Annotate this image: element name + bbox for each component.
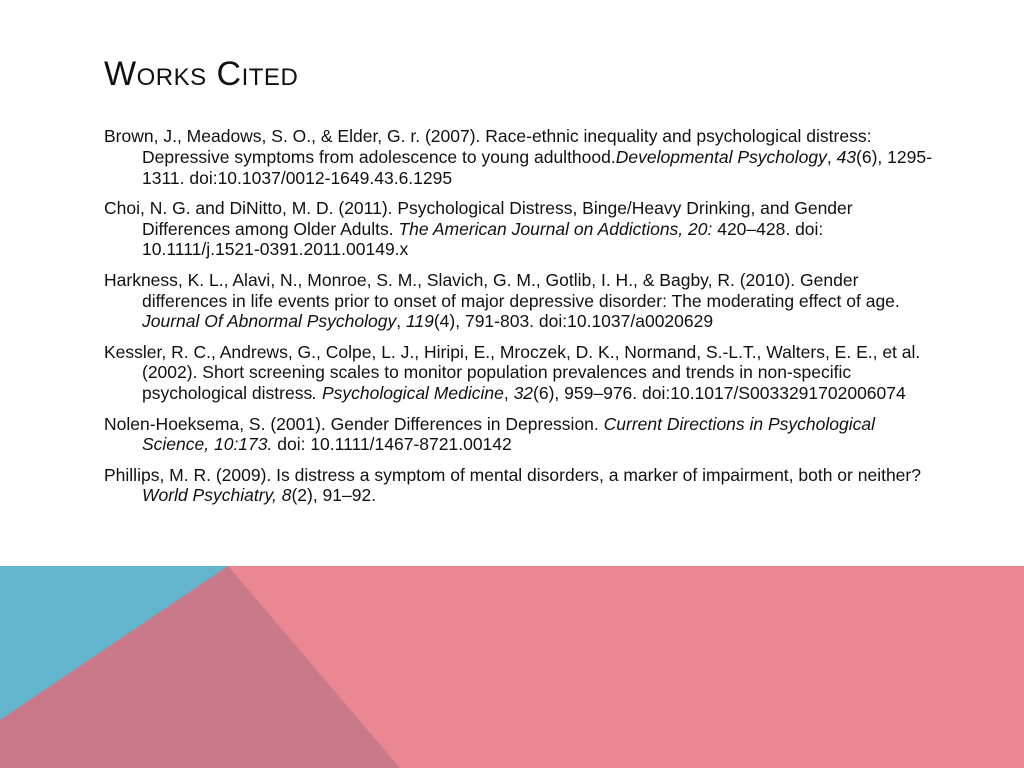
reference-text: Kessler, R. C., Andrews, G., Colpe, L. J., Hiripi, E., Mroczek, D. K., Normand, S.-L.T., Walters, E. E., et al. (2002). Short screening scales to monitor population prevalences and trends in non-specific psychological distress — [104, 341, 921, 404]
reference-text: , — [503, 383, 514, 404]
reference-item — [104, 465, 934, 507]
reference-italic-text: World Psychiatry, 8 — [142, 485, 292, 506]
reference-text: (2), 91–92. — [291, 485, 377, 506]
reference-item — [104, 126, 934, 188]
reference-italic-text: Developmental Psychology — [615, 146, 827, 167]
reference-text: , — [396, 311, 406, 332]
reference-italic-text: . Psychological Medicine — [312, 383, 504, 404]
reference-italic-text: Current Directions in Psychological Science, 10:173. — [142, 413, 876, 455]
decorative-band — [0, 566, 1024, 768]
slide-title: Works Cited — [104, 55, 299, 93]
reference-text: 420–428. doi: 10.1111/j.1521-0391.2011.00149.x — [142, 218, 824, 260]
reference-text: (6), 1295-1311. doi:10.1037/0012-1649.43.6.1295 — [142, 146, 932, 188]
reference-text: Nolen-Hoeksema, S. (2001). Gender Differences in Depression. — [104, 413, 604, 434]
reference-italic-text: 32 — [513, 383, 534, 404]
reference-italic-text: 119 — [405, 311, 434, 332]
reference-text: Brown, J., Meadows, S. O., & Elder, G. r. (2007). Race-ethnic inequality and psychological distress: Depressive symptoms from adolescence to young adulthood. — [104, 126, 872, 167]
reference-italic-text: The American Journal on Addictions, 20: — [398, 218, 713, 239]
reference-item — [104, 270, 934, 332]
reference-item — [104, 342, 934, 404]
reference-item — [104, 198, 934, 260]
reference-text: , — [826, 146, 837, 167]
reference-italic-text: 43 — [836, 146, 857, 167]
reference-text: doi: 10.1111/1467-8721.00142 — [272, 434, 512, 455]
reference-italic-text: Journal Of Abnormal Psychology — [142, 311, 397, 332]
reference-item — [104, 414, 934, 456]
reference-text: (4), 791-803. doi:10.1037/a0020629 — [433, 311, 714, 332]
reference-text: Harkness, K. L., Alavi, N., Monroe, S. M., Slavich, G. M., Gotlib, I. H., & Bagby, R. (2010). Gender differences in life events prior to onset of major depressive disorder: The moderating effect of age. — [104, 269, 900, 311]
references-list — [104, 126, 934, 516]
reference-text: (6), 959–976. doi:10.1017/S0033291702006074 — [533, 383, 906, 404]
reference-text: Phillips, M. R. (2009). Is distress a symptom of mental disorders, a marker of impairment, both or neither? — [104, 464, 921, 485]
reference-text: Choi, N. G. and DiNitto, M. D. (2011). Psychological Distress, Binge/Heavy Drinking, and Gender Differences among Older Adults. — [104, 197, 853, 239]
